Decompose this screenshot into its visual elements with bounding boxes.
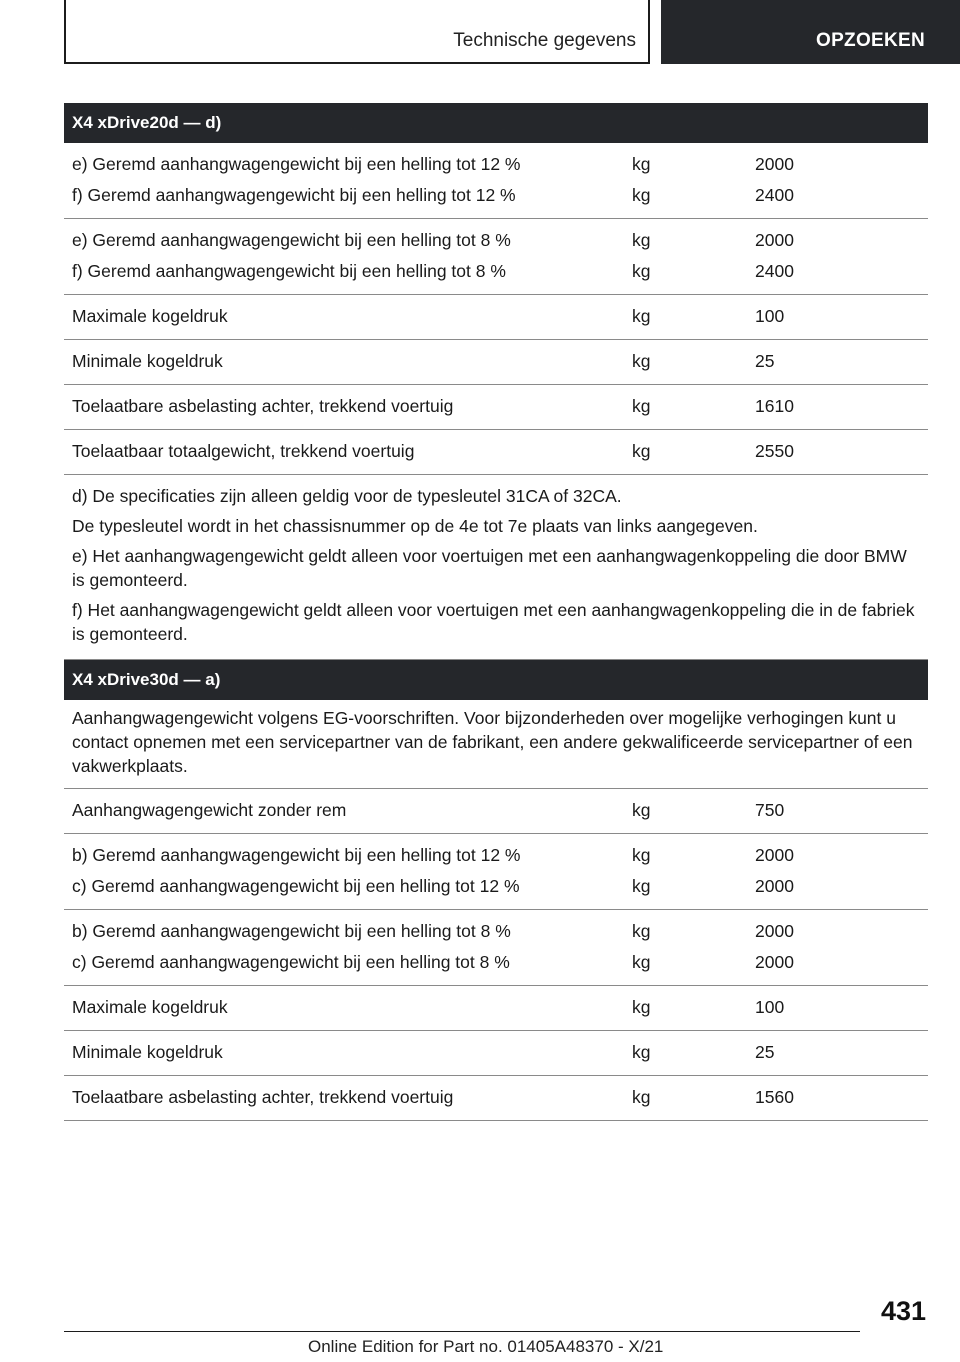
footnote: e) Het aanhangwagengewicht geldt alleen voor voertuigen met een aanhangwagenkoppeling die door BMW is gemonteerd. — [72, 546, 907, 590]
spec-value: 1610 — [755, 396, 794, 416]
spec-label: Minimale kogeldruk — [72, 351, 223, 371]
table-line — [64, 391, 928, 422]
table-line — [64, 346, 928, 377]
spec-label: Maximale kogeldruk — [72, 306, 228, 326]
spec-unit: kg — [632, 800, 651, 820]
spec-label: Aanhangwagengewicht zonder rem — [72, 800, 347, 820]
footnotes — [64, 475, 928, 660]
spec-value: 1560 — [755, 1087, 794, 1107]
section-xdrive20d — [64, 103, 928, 660]
spec-unit: kg — [632, 230, 651, 250]
table-row — [64, 295, 928, 340]
table-line — [64, 225, 928, 256]
spec-value: 2400 — [755, 185, 794, 205]
spec-unit: kg — [632, 997, 651, 1017]
spec-value: 2400 — [755, 261, 794, 281]
spec-table — [64, 789, 928, 1121]
table-line — [64, 180, 928, 211]
spec-label: c) Geremd aanhangwagengewicht bij een helling tot 8 % — [72, 952, 510, 972]
section-xdrive30d — [64, 660, 928, 1121]
spec-label: b) Geremd aanhangwagengewicht bij een helling tot 12 % — [72, 845, 521, 865]
table-row — [64, 385, 928, 430]
table-line — [64, 992, 928, 1023]
spec-value: 100 — [755, 997, 785, 1017]
spec-unit: kg — [632, 1087, 651, 1107]
spec-label: e) Geremd aanhangwagengewicht bij een helling tot 8 % — [72, 230, 511, 250]
spec-label: Toelaatbare asbelasting achter, trekkend voertuig — [72, 1087, 454, 1107]
footnote: d) De specificaties zijn alleen geldig voor de typesleutel 31CA of 32CA. — [72, 486, 622, 506]
spec-label: f) Geremd aanhangwagengewicht bij een helling tot 12 % — [72, 185, 516, 205]
spec-unit: kg — [632, 396, 651, 416]
spec-unit: kg — [632, 952, 651, 972]
table-line — [64, 840, 928, 871]
spec-value: 2550 — [755, 441, 794, 461]
section-title: X4 xDrive30d — a) — [64, 660, 928, 700]
spec-unit: kg — [632, 154, 651, 174]
spec-unit: kg — [632, 1042, 651, 1062]
table-row — [64, 1076, 928, 1121]
table-row — [64, 1031, 928, 1076]
spec-value: 100 — [755, 306, 785, 326]
spec-label: Toelaatbare asbelasting achter, trekkend voertuig — [72, 396, 454, 416]
table-line — [64, 947, 928, 978]
intro-row — [64, 700, 928, 789]
spec-unit: kg — [632, 921, 651, 941]
spec-unit: kg — [632, 845, 651, 865]
spec-label: Minimale kogeldruk — [72, 1042, 223, 1062]
page-number: 431 — [880, 1296, 926, 1326]
spec-table — [64, 143, 928, 475]
footnote: De typesleutel wordt in het chassisnummer op de 4e tot 7e plaats van links aangegeven. — [72, 516, 758, 536]
table-row — [64, 834, 928, 910]
spec-unit: kg — [632, 351, 651, 371]
spec-unit: kg — [632, 876, 651, 896]
header-frame — [64, 0, 650, 64]
spec-value: 25 — [755, 351, 775, 371]
spec-unit: kg — [632, 306, 651, 326]
table-row — [64, 219, 928, 295]
table-line — [64, 256, 928, 287]
table-line — [64, 301, 928, 332]
spec-label: e) Geremd aanhangwagengewicht bij een helling tot 12 % — [72, 154, 521, 174]
spec-unit: kg — [632, 441, 651, 461]
table-line — [64, 795, 928, 826]
table-row — [64, 340, 928, 385]
spec-unit: kg — [632, 261, 651, 281]
table-line — [64, 149, 928, 180]
spec-value: 2000 — [755, 876, 794, 896]
table-line — [64, 436, 928, 467]
spec-value: 2000 — [755, 952, 794, 972]
spec-label: c) Geremd aanhangwagengewicht bij een helling tot 12 % — [72, 876, 520, 896]
table-row — [64, 986, 928, 1031]
spec-label: b) Geremd aanhangwagengewicht bij een helling tot 8 % — [72, 921, 511, 941]
edition-info: Online Edition for Part no. 01405A48370 - X/21 — [308, 1337, 664, 1356]
intro-text: Aanhangwagengewicht volgens EG-voorschriften. Voor bijzonderheden over mogelijke verhogingen kunt u contact opnemen met een servicepartner van de fabrikant, een andere gekwalificeerde servicepartner of een vakwerkplaats. — [72, 708, 913, 776]
spec-value: 25 — [755, 1042, 775, 1062]
chapter-title: Technische gegevens — [453, 30, 636, 51]
table-row — [64, 430, 928, 475]
spec-value: 2000 — [755, 921, 794, 941]
spec-value: 2000 — [755, 230, 794, 250]
table-line — [64, 916, 928, 947]
table-line — [64, 1082, 928, 1113]
spec-label: Toelaatbaar totaalgewicht, trekkend voertuig — [72, 441, 415, 461]
spec-label: f) Geremd aanhangwagengewicht bij een helling tot 8 % — [72, 261, 506, 281]
spec-label: Maximale kogeldruk — [72, 997, 228, 1017]
lookup-tab[interactable]: OPZOEKEN — [661, 0, 960, 64]
table-line — [64, 1037, 928, 1068]
spec-value: 2000 — [755, 845, 794, 865]
spec-value: 750 — [755, 800, 785, 820]
footnote: f) Het aanhangwagengewicht geldt alleen voor voertuigen met een aanhangwagenkoppeling die in de fabriek is gemonteerd. — [72, 600, 915, 644]
spec-unit: kg — [632, 185, 651, 205]
table-row — [64, 143, 928, 219]
footer-divider — [64, 1331, 860, 1332]
table-row — [64, 910, 928, 986]
spec-value: 2000 — [755, 154, 794, 174]
table-line — [64, 871, 928, 902]
table-row — [64, 789, 928, 834]
section-title: X4 xDrive20d — d) — [64, 103, 928, 143]
